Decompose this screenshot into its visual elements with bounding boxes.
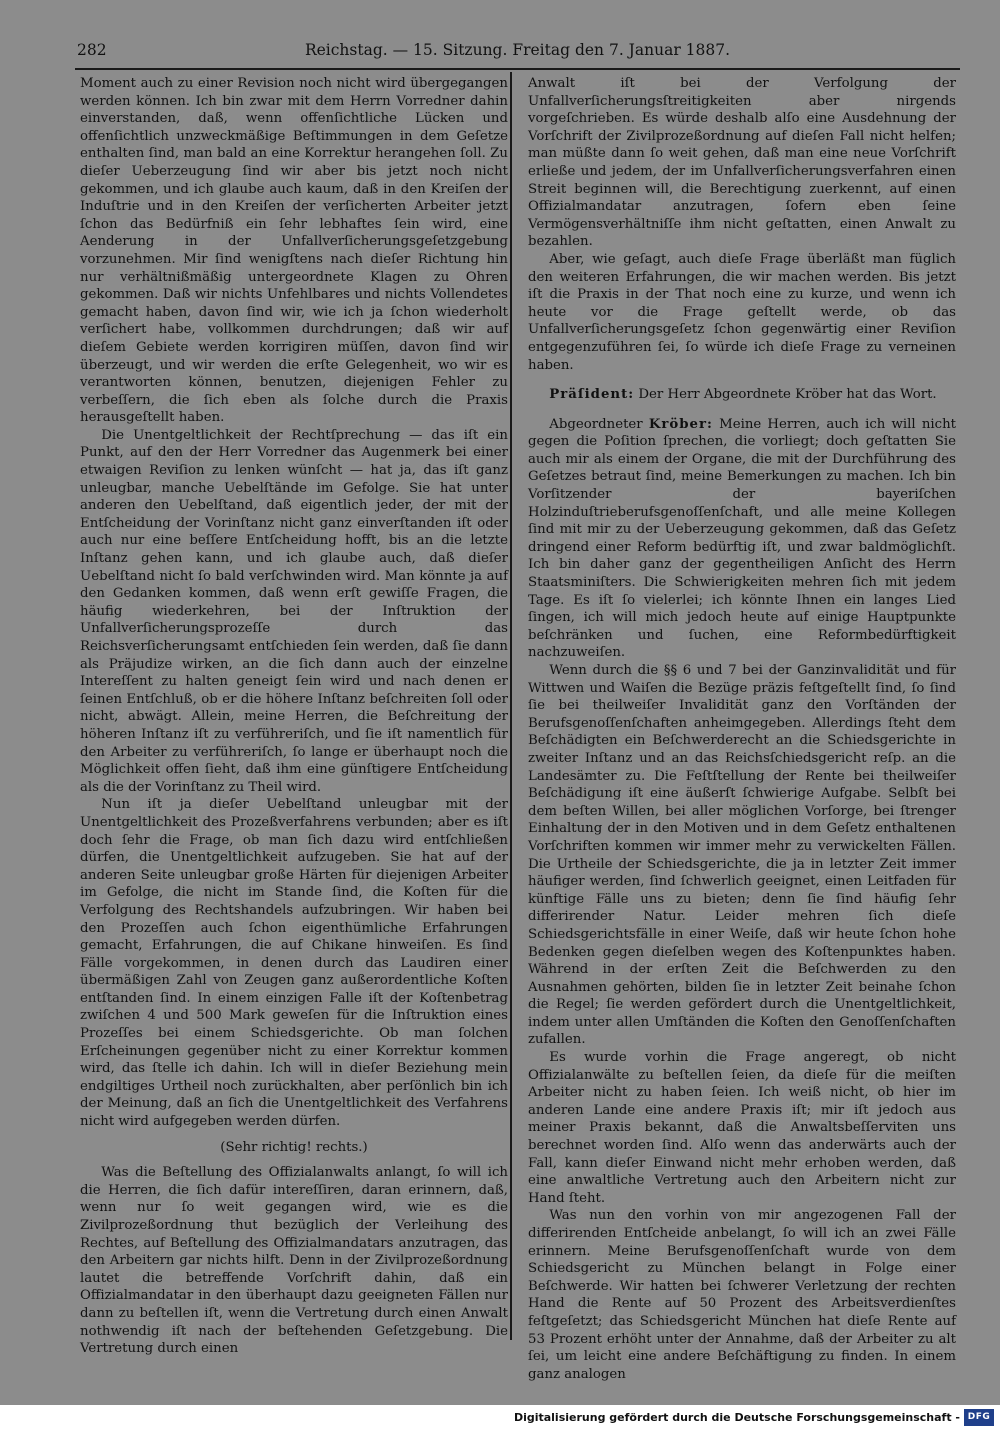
left-column [80, 75, 508, 1358]
paragraph: Wenn durch die §§ 6 und 7 bei der Ganzinvalidität und für Wittwen und Waiſen die Bezüge präzis feſtgeſtellt ſind, ſo ſind ſie bei theilweiſer Invalidität ganz den Vorſtänden der Berufsgenoſſenſchaften anheimgegeben. Allerdings ſteht dem Beſchädigten ein Beſchwerderecht an die Schiedsgerichte in zweiter Inſtanz und an das Reichsſchiedsgericht reſp. an die Landesämter zu. Die Feſtſtellung der Rente bei theilweiſer Beſchädigung iſt eine äußerſt ſchwierige Aufgabe. Selbſt bei dem beſten Willen, bei aller möglichen Vorſorge, bei ſtrenger Einhaltung der in den Motiven und in dem Geſetz enthaltenen Vorſchriften kommen wir immer mehr zu verwickelten Fällen. Die Urtheile der Schiedsgerichte, die ja in letzter Zeit immer häufiger werden, ſind ſchwerlich geeignet, einen Leitfaden für künftige Fälle uns zu bieten; denn ſie ſind häufig ſehr differirender Natur. Leider mehren ſich dieſe Schiedsgerichtsfälle in einer Weiſe, daß wir heute ſchon hohe Bedenken gegen dieſelben wegen des Koſtenpunktes haben. Während in der erſten Zeit die Beſchwerden zu den Ausnahmen gehörten, bilden ſie in letzter Zeit beinahe ſchon die Regel; ſie werden gefördert durch die Unentgeltlichkeit, indem unter allen Umſtänden die Koſten den Genoſſenſchaften zufallen. [528, 663, 956, 1048]
paragraph: Anwalt iſt bei der Verfolgung der Unfallverſicherungsſtreitigkeiten aber nirgends vorgeſchrieben. Es würde deshalb alſo eine Ausdehnung der Vorſchrift der Zivilprozeßordnung auf dieſen Fall nicht helfen; man müßte dann ſo weit gehen, daß man eine neue Vorſchrift erließe und jedem, der im Unfallverſicherungsverfahren einen Streit beginnen will, die Berechtigung zuerkennt, auf einen Offizialmandatar anzutragen, ſofern eben ſeine Vermögensverhältniſſe ihm nicht geſtatten, einen Anwalt zu bezahlen. [528, 76, 956, 250]
president-statement [528, 386, 956, 404]
president-label: Präſident: [549, 387, 635, 403]
funding-credit: Digitalisierung gefördert durch die Deutsche Forschungsgemeinschaft - [513, 1411, 960, 1424]
paragraph: Moment auch zu einer Revision noch nicht wird übergegangen werden können. Ich bin zwar mit dem Herrn Vorredner dahin einverstanden, daß, wenn offenſichtliche Lücken und offenſichtlich unzweckmäßige Beſtimmungen in dem Geſetze enthalten ſind, man bald an eine Korrektur herangehen ſoll. Zu dieſer Ueberzeugung ſind wir aber bis jetzt noch nicht gekommen, und ich glaube auch kaum, daß in den Kreiſen der Induſtrie und in den Kreiſen der verſicherten Arbeiter jetzt ſchon das Bedürfniß ein ſehr lebhaftes ſein wird, eine Aenderung in der Unfallverſicherungsgeſetzgebung vorzunehmen. Mir ſind wenigſtens nach dieſer Richtung hin nur verhältnißmäßig untergeordnete Klagen zu Ohren gekommen. Daß wir nichts Unfehlbares und nichts Vollendetes gemacht haben, davon ſind wir, wie ich ja ſchon wiederholt verſichert habe, vollkommen durchdrungen; daß wir auf dieſem Gebiete werden korrigiren müſſen, davon ſind wir überzeugt, und wir werden die erſte Gelegenheit, wo wir es verantworten können, benutzen, diejenigen Fehler zu verbeſſern, die ſich eben als ſolche durch die Praxis herausgeſtellt haben. [80, 76, 508, 426]
page-number: 282 [77, 41, 107, 59]
interjection: (Sehr richtig! rechts.) [220, 1139, 368, 1155]
page-header [75, 38, 960, 70]
dfg-logo: DFG [964, 1409, 994, 1426]
paragraph: Was nun den vorhin von mir angezogenen Fall der differirenden Entſcheide anbelangt, ſo will ich an zwei Fälle erinnern. Meine Berufsgenoſſenſchaft wurde von dem Schiedsgericht zu München belangt in Folge einer Beſchwerde. Wir hatten bei ſchwerer Verletzung der rechten Hand die Rente auf 50 Prozent des Arbeitsverdienſtes feſtgeſetzt; das Schiedsgericht München hat dieſe Rente auf 53 Prozent erhöht unter der Annahme, daß der Arbeiter zu alt ſei, um leicht eine andere Beſchäftigung zu finden. In einem ganz analogen [528, 1208, 956, 1382]
speaker-paragraph [528, 416, 956, 662]
paragraph: Nun iſt ja dieſer Uebelſtand unleugbar mit der Unentgeltlichkeit des Prozeßverfahrens verbunden; aber es iſt doch ſehr die Frage, ob man ſich dazu wird entſchließen dürfen, die Unentgeltlichkeit aufzugeben. Sie hat auf der anderen Seite unleugbar große Härten für diejenigen Arbeiter im Gefolge, die nicht im Stande ſind, die Koſten für die Verfolgung des Rechtshandels aufzubringen. Wir haben bei den Prozeſſen auch ſchon eigenthümliche Erfahrungen gemacht, Erfahrungen, die auf Chikane hinweiſen. Es ſind Fälle vorgekommen, in denen durch das Laudiren einer übermäßigen Zahl von Zeugen ganz außerordentliche Koſten entſtanden ſind. In einem einzigen Falle iſt der Koſtenbetrag zwiſchen 4 und 500 Mark geweſen für die Inſtruktion eines Prozeſſes bei einem Schiedsgerichte. Ob man ſolchen Erſcheinungen gegenüber nicht zu einer Korrektur kommen wird, das ſtelle ich dahin. Ich will in dieſer Beziehung mein endgiltiges Urtheil noch zurückhalten, aber perſönlich bin ich der Meinung, daß an ſich die Unentgeltlichkeit des Verfahrens nicht wird aufgegeben werden dürfen. [80, 797, 508, 1130]
paragraph: Die Unentgeltlichkeit der Rechtſprechung — das iſt ein Punkt, auf den der Herr Vorredner das Augenmerk bei einer etwaigen Reviſion zu lenken wünſcht — hat ja, das iſt ganz unleugbar, manche Uebelſtände im Gefolge. Sie hat unter anderen den Uebelſtand, daß eigentlich jeder, der mit der Entſcheidung der Vorinſtanz nicht ganz einverſtanden iſt oder auch nur eine beſſere Entſcheidung hofft, bis an die letzte Inſtanz gehen kann, und ich glaube auch, daß dieſer Uebelſtand nicht ſo bald verſchwinden wird. Man könnte ja auf den Gedanken kommen, daß wenn erſt gewiſſe Fragen, die häufig wiederkehren, bei der Inſtruktion der Unfallverſicherungsprozeſſe durch das Reichsverſicherungsamt entſchieden ſein werden, daß ſie dann als Präjudize wirken, an die ſich dann auch der einzelne Intereſſent zu halten geneigt ſein wird und nach denen er ſeinen Entſchluß, ob er die höhere Inſtanz beſchreiten ſoll oder nicht, abwägt. Allein, meine Herren, die Beſchreitung der höheren Inſtanz iſt zu verführeriſch, und ſie iſt namentlich für den Arbeiter zu verführeriſch, ſo lange er überhaupt noch die Möglichkeit offen ſieht, daß ihm eine günſtigere Entſcheidung als die der Vorinſtanz zu Theil wird. [80, 427, 508, 795]
speaker-name: Kröber: [648, 416, 713, 432]
paragraph: Was die Beſtellung des Offizialanwalts anlangt, ſo will ich die Herren, die ſich dafür intereſſiren, daran erinnern, daß, wenn nur ſo weit gegangen wird, wie es die Zivilprozeßordnung thut bezüglich der Verleihung des Rechtes, auf Beſtellung des Offizialmandatars anzutragen, das den Arbeitern gar nichts hilft. Denn in der Zivilprozeßordnung lautet die betreffende Vorſchrift dahin, daß ein Offizialmandatar in den überhaupt dazu geeigneten Fällen nur dann zu beſtellen iſt, wenn die Vertretung durch einen Anwalt nothwendig iſt nach der beſtehenden Geſetzgebung. Die Vertretung durch einen [80, 1165, 508, 1357]
paragraph: Aber, wie geſagt, auch dieſe Frage überläßt man füglich den weiteren Erfahrungen, die wir machen werden. Bis jetzt iſt die Praxis in der That noch eine zu kurze, und wenn ich heute vor die Frage geſtellt werde, ob das Unfallverſicherungsgeſetz ſchon gegenwärtig einer Reviſion entgegenzuführen ſei, ſo würde ich dieſe Frage zu verneinen haben. [528, 251, 956, 373]
footer [0, 1405, 1000, 1432]
column-divider [510, 72, 512, 1340]
speaker-intro: Abgeordneter [549, 416, 643, 432]
president-text: Der Herr Abgeordnete Kröber hat das Wort. [638, 387, 937, 403]
speaker-text: Meine Herren, auch ich will nicht gegen die Poſition ſprechen, die vorliegt; doch geſtatten Sie auch mir als einem der Organe, die mit der Durchführung des Geſetzes betraut ſind, meine Bemerkungen zu machen. Ich bin Vorſitzender der bayeriſchen Holzinduſtrieberufsgenoſſenſchaft, und alle meine Kollegen ſind mit mir zu der Ueberzeugung gekommen, daß das Geſetz dringend einer Reform bedürftig iſt, und zwar baldmöglichſt. Ich bin daher ganz der gegentheiligen Anſicht des Herrn Staatsminiſters. Die Schwierigkeiten mehren ſich mit jedem Tage. Es iſt ſo vielerlei; ich könnte Ihnen ein langes Lied ſingen, ich will mich jedoch heute auf einige Hauptpunkte beſchränken und ſuchen, eine Reformbedürftigkeit nachzuweiſen. [528, 416, 956, 661]
paragraph: Es wurde vorhin die Frage angeregt, ob nicht Offizialanwälte zu beſtellen ſeien, da dieſe für die meiſten Arbeiter nicht zu haben ſeien. Ich weiß nicht, ob hier im anderen Lande eine andere Praxis iſt; mir iſt jedoch aus meiner Praxis bekannt, daß die Anwaltsbeſſerviten uns berechnet worden ſind. Alſo wenn das anderwärts auch der Fall, kann dieſer Einwand nicht mehr erhoben werden, daß eine anwaltliche Vertretung auch den Arbeitern nicht zur Hand ſteht. [528, 1050, 956, 1206]
running-title: Reichstag. — 15. Sitzung. Freitag den 7. Januar 1887. [304, 41, 731, 59]
right-column [528, 75, 956, 1383]
